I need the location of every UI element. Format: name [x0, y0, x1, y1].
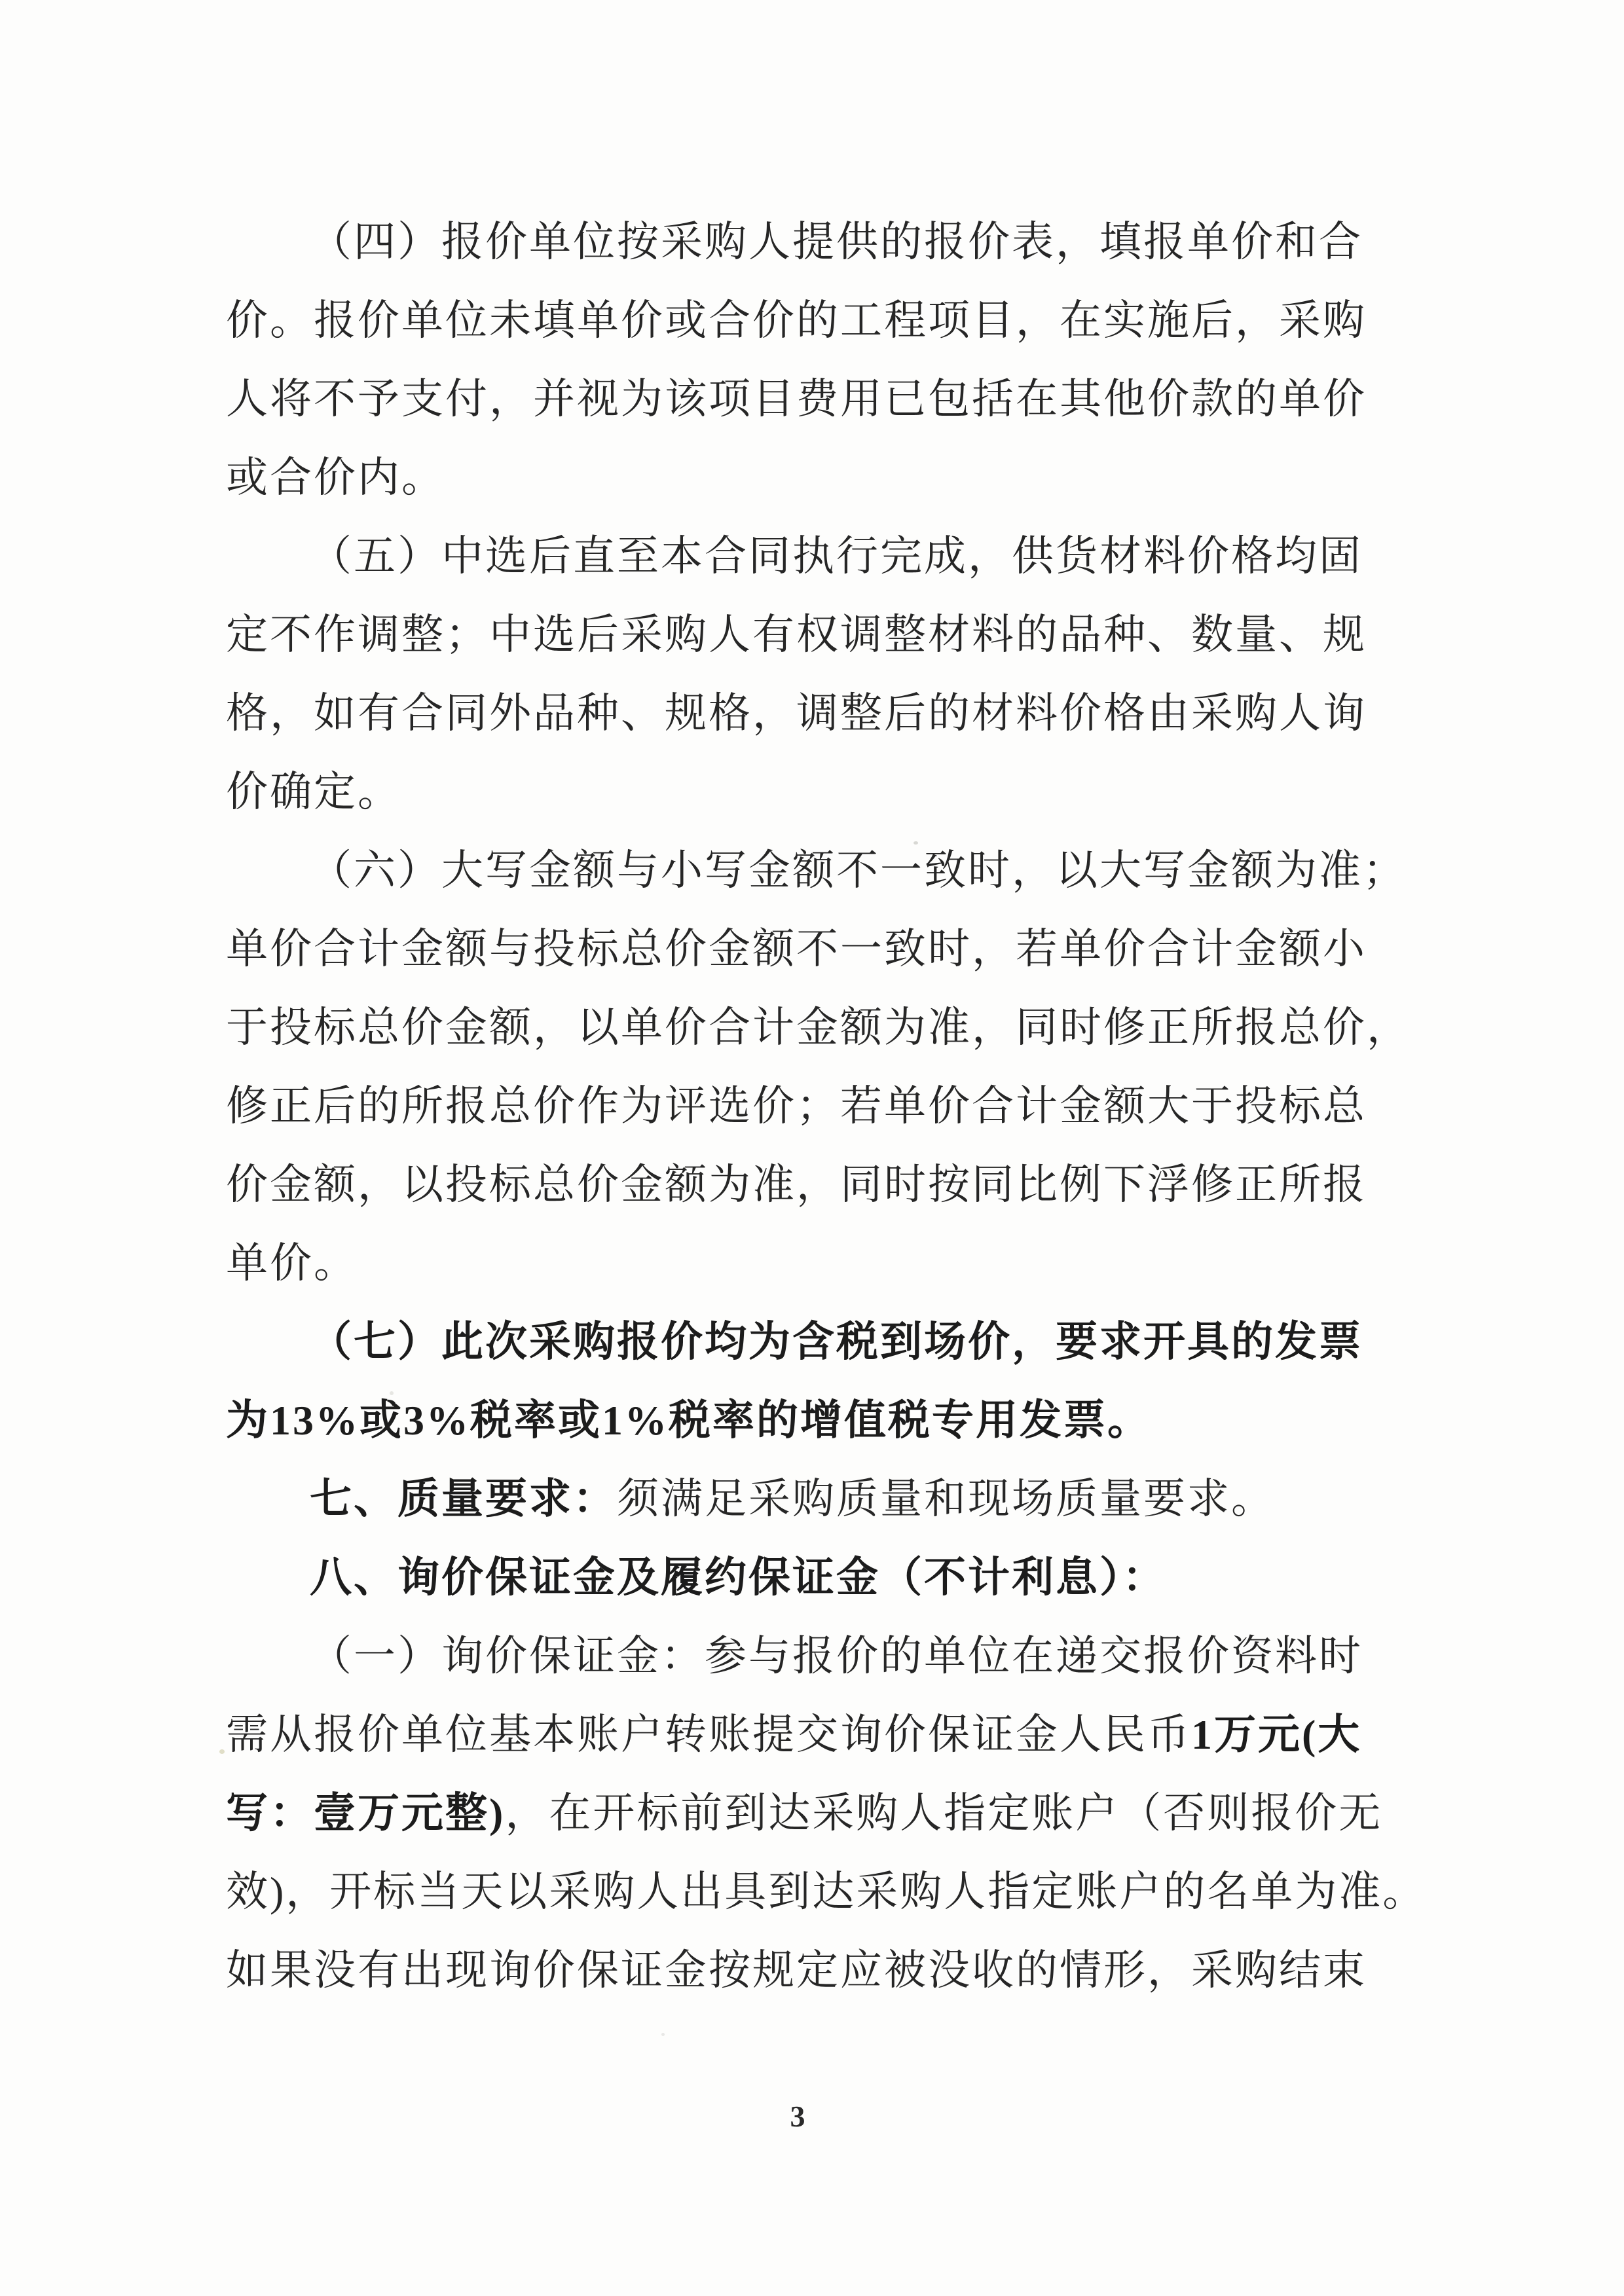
page-number: 3: [790, 2100, 805, 2133]
text-line: [226, 1696, 1414, 1774]
text-segment: （六）大写金额与小写金额不一致时，以大写金额为准；: [310, 847, 1407, 894]
text-segment: 效)，开标当天以采购人出具到达采购人指定账户的名单为准。: [226, 1868, 1427, 1915]
document-body: [226, 203, 1427, 2010]
text-line: [226, 1774, 1414, 1853]
text-line: [226, 910, 1414, 989]
text-line: [226, 360, 1414, 439]
scan-speck: [219, 1749, 225, 1754]
scan-speck: [661, 2033, 665, 2036]
text-line: [226, 1303, 1414, 1381]
text-segment: 单价合计金额与投标总价金额不一致时，若单价合计金额小: [226, 926, 1367, 972]
text-segment: 修正后的所报总价作为评选价；若单价合计金额大于投标总: [226, 1083, 1367, 1129]
text-line: [226, 282, 1414, 360]
bold-text-segment: 八、询价保证金及履约保证金（不计利息）：: [310, 1554, 1166, 1601]
text-segment: 于投标总价金额，以单价合计金额为准，同时修正所报总价，: [226, 1004, 1411, 1051]
text-segment: 须满足采购质量和现场质量要求。: [617, 1476, 1275, 1522]
text-segment: 单价。: [226, 1240, 358, 1286]
text-segment: ，在开标前到达采购人指定账户（否则报价无: [505, 1790, 1383, 1836]
text-segment: 价金额，以投标总价金额为准，同时按同比例下浮修正所报: [226, 1161, 1367, 1208]
text-segment: 人将不予支付，并视为该项目费用已包括在其他价款的单价: [226, 376, 1367, 422]
text-line: [226, 596, 1414, 674]
text-segment: 定不作调整；中选后采购人有权调整材料的品种、数量、规: [226, 611, 1367, 658]
text-line: [226, 1460, 1414, 1539]
text-line: [226, 1853, 1427, 1931]
text-line: [226, 1539, 1414, 1617]
text-segment: （一）询价保证金：参与报价的单位在递交报价资料时: [310, 1633, 1363, 1679]
text-segment: （四）报价单位按采购人提供的报价表，填报单价和合: [310, 219, 1363, 265]
text-line: [226, 203, 1414, 282]
bold-text-segment: （七）此次采购报价均为含税到场价，要求开具的发票: [310, 1319, 1363, 1365]
text-line: [226, 989, 1414, 1067]
text-segment: 价。报价单位未填单价或合价的工程项目，在实施后，采购: [226, 297, 1367, 344]
text-segment: 需从报价单位基本账户转账提交询价保证金人民币: [226, 1711, 1191, 1758]
bold-text-segment: 1万元(大: [1191, 1711, 1362, 1758]
bold-text-segment: 七、质量要求：: [310, 1476, 617, 1522]
text-line: [226, 1224, 1414, 1303]
text-line: [226, 831, 1414, 910]
text-segment: 或合价内。: [226, 454, 445, 501]
text-segment: （五）中选后直至本合同执行完成，供货材料价格均固: [310, 533, 1363, 579]
bold-text-segment: 写：壹万元整): [226, 1790, 506, 1836]
text-line: [226, 1146, 1414, 1224]
text-line: [226, 674, 1414, 753]
text-segment: 价确定。: [226, 769, 401, 815]
text-line: [226, 1067, 1414, 1146]
text-line: [226, 1931, 1414, 2010]
bold-text-segment: 为13%或3%税率或1%税率的增值税专用发票。: [226, 1397, 1151, 1444]
text-segment: 如果没有出现询价保证金按规定应被没收的情形，采购结束: [226, 1947, 1367, 1994]
text-line: [226, 517, 1414, 596]
text-line: [226, 1617, 1414, 1696]
text-line: [226, 753, 1414, 831]
text-segment: 格，如有合同外品种、规格，调整后的材料价格由采购人询: [226, 690, 1367, 737]
text-line: [226, 439, 1414, 517]
text-line: [226, 1381, 1414, 1460]
